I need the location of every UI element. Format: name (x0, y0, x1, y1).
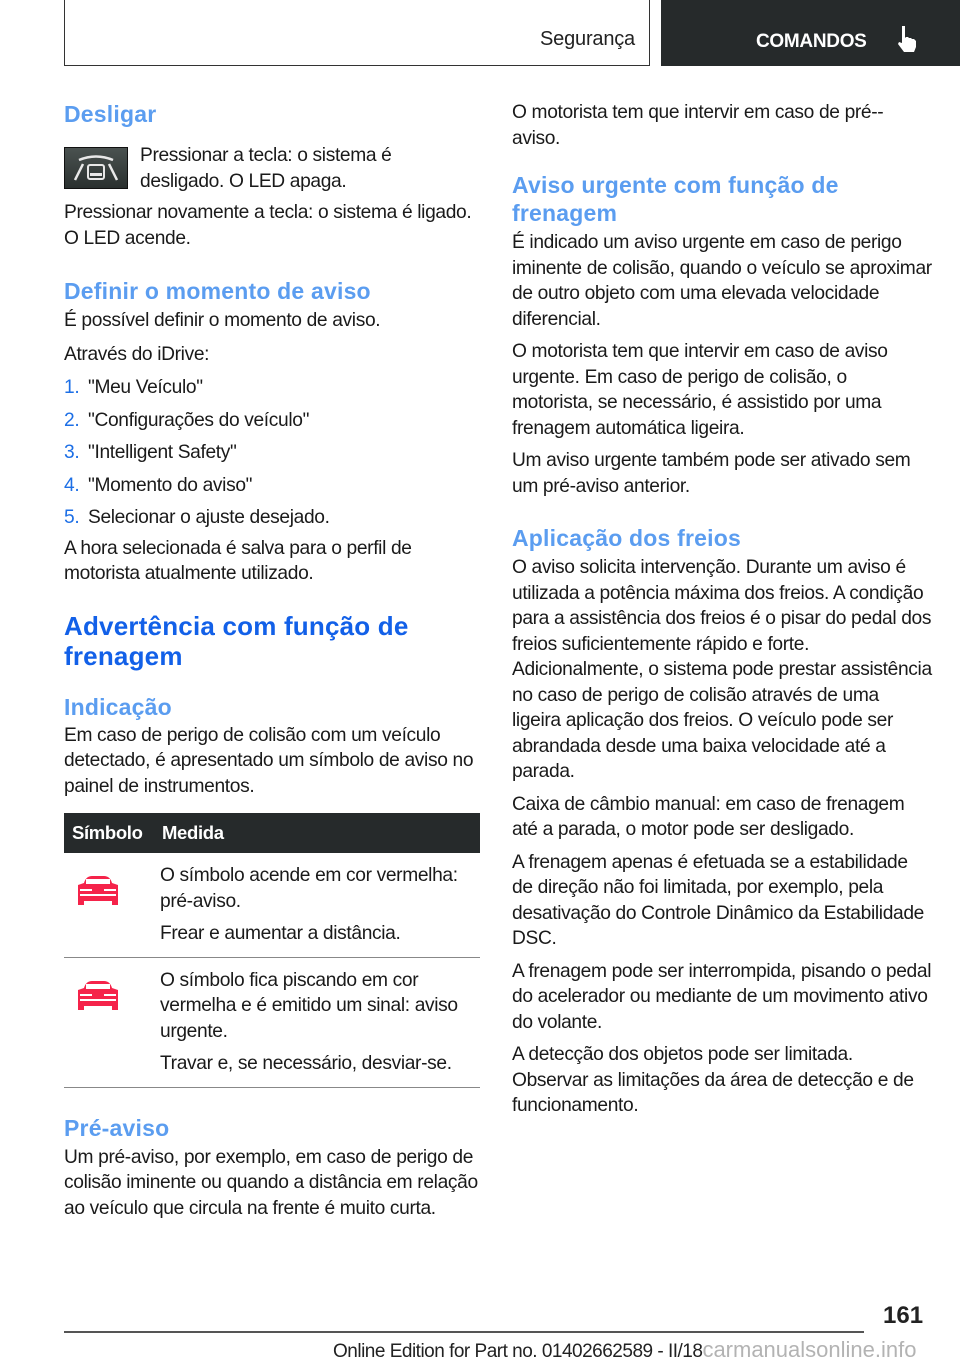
table-row (64, 957, 480, 1087)
right-column (512, 100, 932, 1119)
paragraph: Um aviso urgente também pode ser ativado sem um pré-aviso anterior. (512, 450, 911, 497)
column-header-symbol: Símbolo (64, 813, 160, 853)
red-car-warning-icon (74, 873, 122, 909)
heading-desligar: Desligar (64, 101, 157, 127)
left-column (64, 100, 482, 1221)
red-car-warning-icon (74, 978, 122, 1014)
list-item: 1. "Meu Veículo" (64, 377, 203, 398)
button-description: Pressionar a tecla: o sistema é desligado. O LED apaga. (140, 145, 392, 192)
heading-definir: Definir o momento de aviso (64, 278, 371, 304)
paragraph: É indicado um aviso urgente em caso de perigo iminente de colisão, quando o veículo se aproximar de outro objeto com uma elevada velocidade diferencial. (512, 232, 932, 330)
paragraph: Através do iDrive: (64, 343, 210, 365)
paragraph: Caixa de câmbio manual: em caso de frenagem até a parada, o motor pode ser desligado. (512, 793, 905, 840)
paragraph: A hora selecionada é salva para o perfil de motorista atualmente utilizado. (64, 537, 412, 584)
list-item: 3. "Intelligent Safety" (64, 442, 237, 463)
section-header-tab (64, 0, 650, 66)
paragraph: Um pré-aviso, por exemplo, em caso de perigo de colisão iminente ou quando a distância em relação ao veículo que circula na frente é muito curta. (64, 1146, 478, 1219)
paragraph: O motorista tem que intervir em caso de aviso urgente. Em caso de perigo de colisão, o motorista, se necessário, é assistido por uma frenagem automática ligeira. (512, 341, 888, 439)
paragraph: A frenagem pode ser interrompida, pisando o pedal do acelerador ou mediante de um movimento ativo do volante. (512, 960, 932, 1033)
column-header-measure: Medida (160, 813, 480, 853)
symbol-action: Frear e aumentar a distância. (160, 923, 401, 944)
list-item: 4. "Momento do aviso" (64, 474, 253, 496)
paragraph: É possível definir o momento de aviso. (64, 310, 381, 331)
chapter-header-tab (661, 0, 960, 66)
symbol-table (64, 813, 480, 1088)
edition-text: Online Edition for Part no. 01402662589 - II/18 (333, 1341, 703, 1362)
paragraph: O motorista tem que intervir em caso de pré--aviso. (512, 102, 884, 149)
watermark-link[interactable]: carmanualsonline.info (702, 1337, 917, 1362)
chapter-title: COMANDOS (756, 31, 867, 52)
paragraph: O aviso solicita intervenção. Durante um aviso é utilizada a potência máxima dos freios. A condição para a assistência dos freios é o pisar do pedal dos freios suficientemente rápido e forte. Adicionalmente, o sistema pode prestar assistência no caso de perigo de colisão através de uma ligeira aplicação dos freios. O veículo pode ser abrandada desde uma baixa velocidade até a parada. (512, 557, 932, 782)
symbol-meaning: O símbolo acende em cor vermelha: pré-aviso. (160, 865, 458, 912)
list-item: 2. "Configurações do veículo" (64, 409, 310, 431)
list-item: 5. Selecionar o ajuste desejado. (64, 507, 330, 528)
heading-aplicacao-freios: Aplicação dos freios (512, 525, 741, 551)
pointing-hand-icon (893, 24, 919, 54)
collision-warning-button-icon (64, 147, 128, 189)
paragraph: A detecção dos objetos pode ser limitada. Observar as limitações da área de detecção e de funcionamento. (512, 1044, 914, 1116)
page-number: 161 (883, 1302, 924, 1329)
paragraph: A frenagem apenas é efetuada se a estabilidade de direção não foi limitada, por exemplo, pela desativação do Controle Dinâmico da Estabilidade DSC. (512, 851, 924, 949)
paragraph: Pressionar novamente a tecla: o sistema é ligado. O LED acende. (64, 202, 472, 249)
heading-indicacao: Indicação (64, 693, 172, 720)
paragraph: Em caso de perigo de colisão com um veículo detectado, é apresentado um símbolo de aviso no painel de instrumentos. (64, 724, 474, 797)
symbol-action: Travar e, se necessário, desviar-se. (160, 1053, 452, 1074)
footer-edition (333, 1337, 916, 1362)
heading-aviso-urgente: Aviso urgente com função de frenagem (512, 172, 839, 226)
symbol-meaning: O símbolo fica piscando em cor vermelha e é emitido um sinal: aviso urgente. (160, 969, 458, 1042)
section-title: Segurança (540, 28, 635, 50)
idrive-steps-list (64, 375, 482, 531)
footer-divider (64, 1331, 864, 1333)
heading-advertencia: Advertência com função de frenagem (64, 610, 409, 671)
table-row (64, 853, 480, 957)
heading-preaviso: Pré-aviso (64, 1114, 170, 1141)
